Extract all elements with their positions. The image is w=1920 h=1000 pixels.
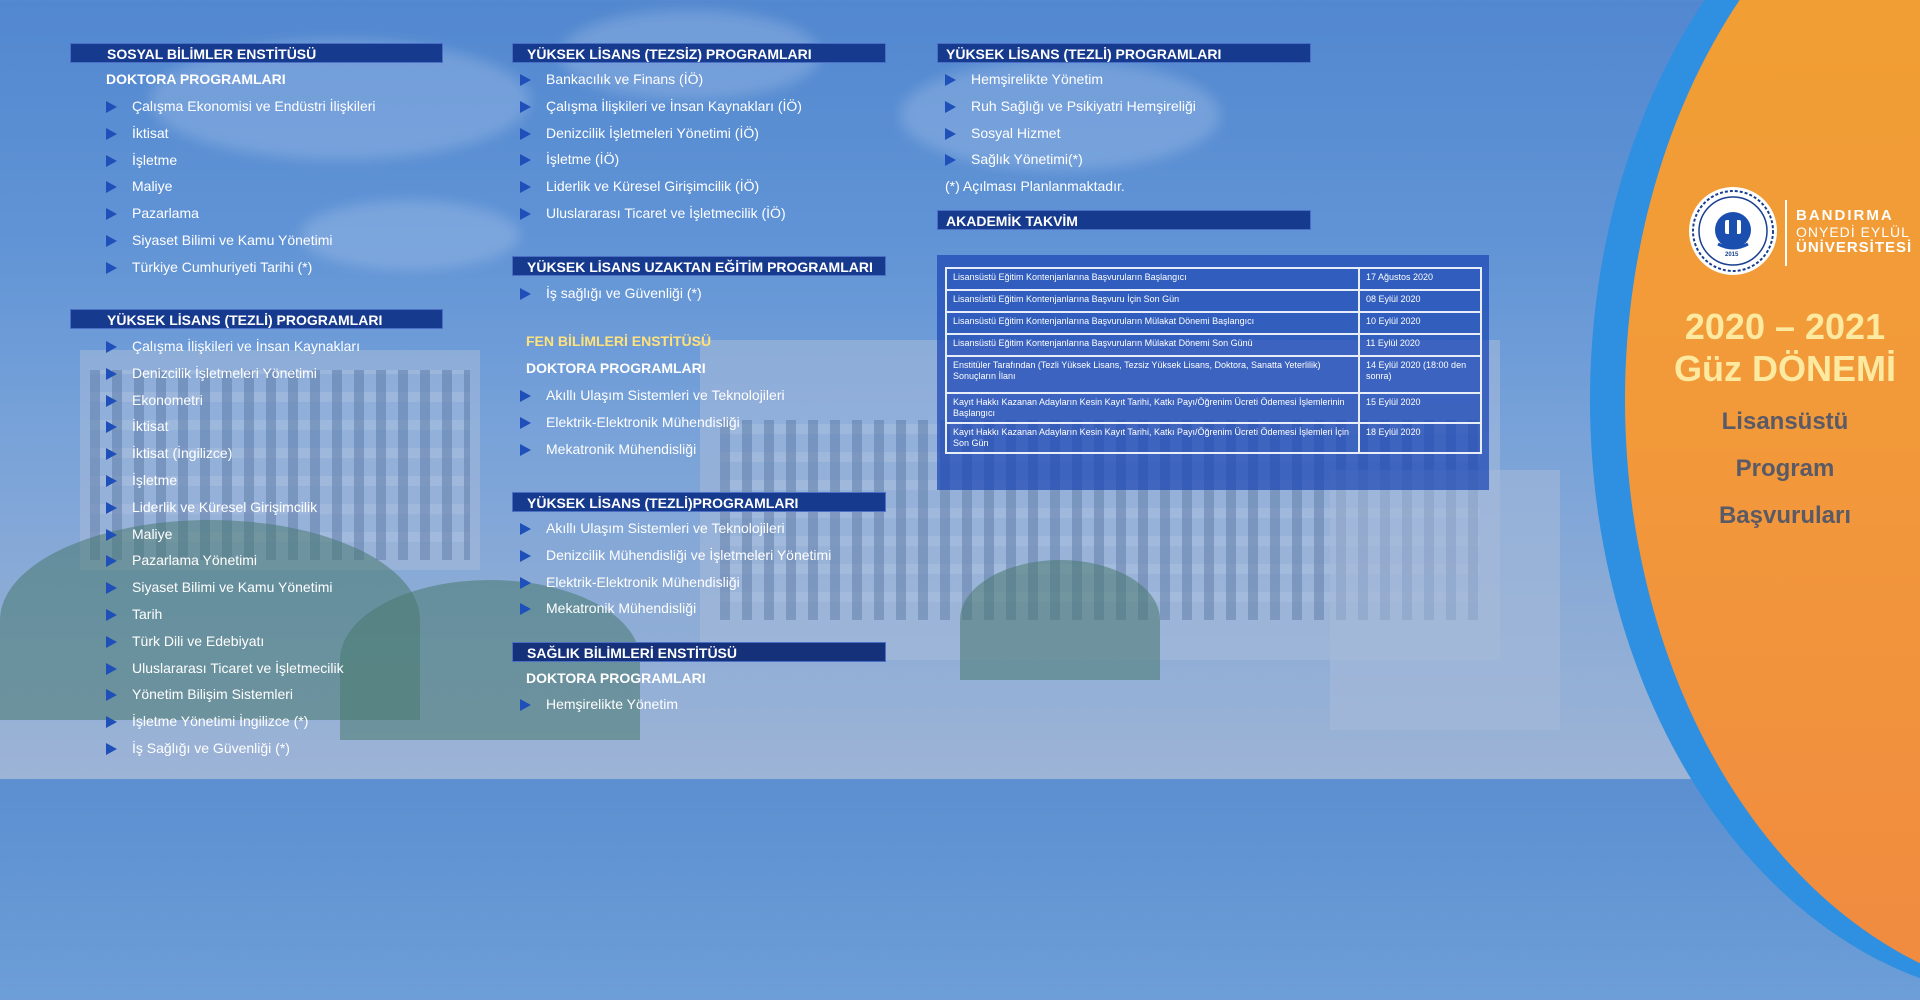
- program-item: [520, 280, 702, 307]
- program-item: [106, 521, 360, 548]
- program-label: Sosyal Hizmet: [971, 124, 1061, 141]
- program-item: [106, 173, 376, 200]
- hero-line1: Lisansüstü: [1721, 408, 1849, 435]
- program-item: [520, 200, 802, 227]
- program-label: Elektrik-Elektronik Mühendisliği: [546, 413, 740, 430]
- program-item: [945, 146, 1196, 173]
- program-label: Bankacılık ve Finans (İÖ): [546, 71, 704, 87]
- bullet-triangle-icon: [106, 529, 117, 541]
- program-label: Uluslararası Ticaret ve İşletmecilik (İÖ): [546, 204, 786, 221]
- bullet-triangle-icon: [520, 523, 531, 535]
- calendar-date: 11 Eylül 2020: [1359, 334, 1481, 356]
- saglik-yl-list: [945, 66, 1196, 173]
- calendar-row: [946, 334, 1481, 356]
- calendar-event: Lisansüstü Eğitim Kontenjanlarına Başvuruların Başlangıcı: [946, 268, 1359, 290]
- program-item: [106, 333, 360, 360]
- bullet-triangle-icon: [945, 101, 956, 113]
- program-label: Siyaset Bilimi ve Kamu Yönetimi: [132, 579, 333, 596]
- program-item: [945, 66, 1196, 93]
- program-label: Maliye: [132, 178, 173, 195]
- program-label: İş Sağlığı ve Güvenliği (*): [132, 739, 290, 756]
- bullet-triangle-icon: [520, 417, 531, 429]
- bullet-triangle-icon: [520, 603, 531, 615]
- seal-year: 2015: [1725, 252, 1739, 258]
- program-label: Denizcilik Mühendisliği ve İşletmeleri Yönetimi: [546, 546, 832, 563]
- seal-icon: [1688, 186, 1778, 276]
- program-label: Sağlık Yönetimi(*): [971, 151, 1083, 168]
- fen-doktora-list: [520, 382, 785, 462]
- bullet-triangle-icon: [106, 101, 117, 113]
- planned-note: (*) Açılması Planlanmaktadır.: [945, 178, 1125, 194]
- program-label: Liderlik ve Küresel Girişimcilik: [132, 498, 318, 515]
- bullet-triangle-icon: [520, 699, 531, 711]
- program-item: [520, 93, 802, 120]
- program-item: [520, 436, 785, 463]
- program-label: İktisat: [132, 124, 169, 141]
- bullet-triangle-icon: [520, 444, 531, 456]
- bullet-triangle-icon: [520, 101, 531, 113]
- bullet-triangle-icon: [106, 689, 117, 701]
- program-label: Liderlik ve Küresel Girişimcilik (İÖ): [546, 178, 760, 195]
- calendar-date: 17 Ağustos 2020: [1359, 268, 1481, 290]
- program-label: Uluslararası Ticaret ve İşletmecilik: [132, 659, 344, 676]
- bullet-triangle-icon: [520, 74, 531, 86]
- program-label: İşletme: [132, 471, 178, 488]
- hero-term: Güz DÖNEMİ: [1674, 348, 1896, 389]
- university-seal: [1688, 186, 1778, 276]
- bullet-triangle-icon: [106, 475, 117, 487]
- saglik-yl-header: YÜKSEK LİSANS (TEZLİ) PROGRAMLARI: [937, 43, 1311, 63]
- program-item: [945, 120, 1196, 147]
- program-item: [106, 494, 360, 521]
- tezsiz-header: YÜKSEK LİSANS (TEZSİZ) PROGRAMLARI: [512, 43, 886, 63]
- program-label: Mekatronik Mühendisliği: [546, 440, 697, 457]
- fen-block: [526, 328, 711, 382]
- program-item: [106, 655, 360, 682]
- program-item: [106, 147, 376, 174]
- bullet-triangle-icon: [520, 577, 531, 589]
- brand-line2: ONYEDİ EYLÜL: [1796, 224, 1910, 240]
- academic-calendar: [937, 255, 1489, 490]
- bullet-triangle-icon: [945, 74, 956, 86]
- program-label: İktisat: [132, 418, 169, 435]
- program-label: Siyaset Bilimi ve Kamu Yönetimi: [132, 231, 333, 248]
- calendar-date: 15 Eylül 2020: [1359, 393, 1481, 423]
- bullet-triangle-icon: [520, 390, 531, 402]
- hero-line2: Program: [1735, 455, 1835, 482]
- program-label: Pazarlama Yönetimi: [132, 552, 258, 569]
- program-item: [520, 173, 802, 200]
- calendar-event: Enstitüler Tarafından (Tezli Yüksek Lisans, Tezsiz Yüksek Lisans, Doktora, Sanatta Yeterlilik) Sonuçların İlanı: [946, 356, 1359, 393]
- calendar-event: Lisansüstü Eğitim Kontenjanlarına Başvuruların Mülakat Dönemi Son Günü: [946, 334, 1359, 356]
- program-label: Ruh Sağlığı ve Psikiyatri Hemşireliği: [971, 97, 1196, 114]
- bullet-triangle-icon: [520, 128, 531, 140]
- program-item: [520, 66, 802, 93]
- program-item: [106, 440, 360, 467]
- program-label: Akıllı Ulaşım Sistemleri ve Teknolojileri: [546, 387, 785, 403]
- program-label: Akıllı Ulaşım Sistemleri ve Teknolojileri: [546, 520, 785, 536]
- calendar-date: 14 Eylül 2020 (18:00 den sonra): [1359, 356, 1481, 393]
- program-item: [106, 467, 360, 494]
- program-item: [520, 120, 802, 147]
- bullet-triangle-icon: [106, 181, 117, 193]
- takvim-header: AKADEMİK TAKVİM: [937, 210, 1311, 230]
- saglik-header: SAĞLIK BİLİMLERİ ENSTİTÜSÜ: [512, 642, 886, 662]
- program-label: Tarih: [132, 605, 163, 622]
- program-label: Ekonometri: [132, 391, 203, 408]
- program-item: [106, 708, 360, 735]
- program-label: Türkiye Cumhuriyeti Tarihi (*): [132, 258, 313, 275]
- hero-line3: Başvuruları: [1718, 502, 1852, 529]
- bullet-triangle-icon: [106, 663, 117, 675]
- saglik-doktora-list: [520, 691, 678, 718]
- program-label: Pazarlama: [132, 205, 199, 222]
- program-item: [520, 515, 831, 542]
- program-item: [520, 409, 785, 436]
- bullet-triangle-icon: [945, 128, 956, 140]
- note-block: [945, 173, 1125, 200]
- program-label: Çalışma İlişkileri ve İnsan Kaynakları (İÖ): [546, 97, 802, 114]
- program-item: [520, 382, 785, 409]
- program-label: Maliye: [132, 525, 173, 542]
- program-label: Yönetim Bilişim Sistemleri: [132, 686, 294, 703]
- program-item: [106, 227, 376, 254]
- program-item: [106, 547, 360, 574]
- bullet-triangle-icon: [106, 235, 117, 247]
- program-item: [520, 542, 831, 569]
- bullet-triangle-icon: [106, 609, 117, 621]
- program-label: Elektrik-Elektronik Mühendisliği: [546, 573, 740, 590]
- brand-divider: [1785, 200, 1787, 266]
- doktora-title: DOKTORA PROGRAMLARI: [106, 71, 286, 87]
- calendar-row: [946, 423, 1481, 453]
- uzaktan-header: YÜKSEK LİSANS UZAKTAN EĞİTİM PROGRAMLARI: [512, 256, 886, 276]
- calendar-date: 08 Eylül 2020: [1359, 290, 1481, 312]
- program-label: Hemşirelikte Yönetim: [546, 696, 679, 712]
- calendar-date: 18 Eylül 2020: [1359, 423, 1481, 453]
- bullet-triangle-icon: [106, 448, 117, 460]
- program-item: [520, 146, 802, 173]
- saglik-block: [526, 665, 706, 692]
- sosyal-bilimler-header: SOSYAL BİLİMLER ENSTİTÜSÜ: [70, 43, 443, 63]
- calendar-event: Kayıt Hakkı Kazanan Adayların Kesin Kayıt Tarihi, Katkı Payı/Öğrenim Ücreti Ödemesi İşlemlerinin Başlangıcı: [946, 393, 1359, 423]
- bullet-triangle-icon: [106, 368, 117, 380]
- program-label: İş sağlığı ve Güvenliği (*): [546, 285, 702, 301]
- fen-yl-header: YÜKSEK LİSANS (TEZLİ)PROGRAMLARI: [512, 492, 886, 512]
- brand-name: [1796, 208, 1912, 256]
- saglik-doktora-title: DOKTORA PROGRAMLARI: [526, 670, 706, 686]
- fen-doktora-title: DOKTORA PROGRAMLARI: [526, 360, 706, 376]
- program-item: [106, 628, 360, 655]
- program-item: [106, 681, 360, 708]
- bullet-triangle-icon: [106, 155, 117, 167]
- bullet-triangle-icon: [106, 716, 117, 728]
- sosyal-doktora-block: [106, 66, 376, 281]
- bullet-triangle-icon: [106, 555, 117, 567]
- calendar-row: [946, 393, 1481, 423]
- program-item: [106, 254, 376, 281]
- bullet-triangle-icon: [945, 154, 956, 166]
- bullet-triangle-icon: [106, 421, 117, 433]
- program-item: [520, 691, 678, 718]
- calendar-event: Lisansüstü Eğitim Kontenjanlarına Başvuru İçin Son Gün: [946, 290, 1359, 312]
- program-label: Çalışma İlişkileri ve İnsan Kaynakları: [132, 338, 360, 354]
- program-label: Türk Dili ve Edebiyatı: [132, 632, 265, 649]
- sosyal-yl-header: YÜKSEK LİSANS (TEZLİ) PROGRAMLARI: [70, 309, 443, 329]
- program-item: [106, 360, 360, 387]
- bullet-triangle-icon: [520, 288, 531, 300]
- tezsiz-list: [520, 66, 802, 227]
- calendar-row: [946, 268, 1481, 290]
- program-label: Denizcilik İşletmeleri Yönetimi (İÖ): [546, 124, 759, 141]
- program-label: Hemşirelikte Yönetim: [971, 71, 1104, 87]
- bullet-triangle-icon: [520, 154, 531, 166]
- program-item: [106, 735, 360, 762]
- bullet-triangle-icon: [106, 743, 117, 755]
- program-item: [520, 569, 831, 596]
- sosyal-yl-list: [106, 333, 360, 762]
- bullet-triangle-icon: [520, 550, 531, 562]
- program-item: [106, 387, 360, 414]
- hero-years: 2020 – 2021: [1684, 306, 1886, 347]
- bullet-triangle-icon: [106, 208, 117, 220]
- calendar-row: [946, 290, 1481, 312]
- program-label: Çalışma Ekonomisi ve Endüstri İlişkileri: [132, 98, 376, 114]
- program-item: [106, 120, 376, 147]
- program-label: Denizcilik İşletmeleri Yönetimi: [132, 364, 317, 381]
- bullet-triangle-icon: [106, 262, 117, 274]
- program-label: Mekatronik Mühendisliği: [546, 600, 697, 617]
- calendar-event: Lisansüstü Eğitim Kontenjanlarına Başvuruların Mülakat Dönemi Başlangıcı: [946, 312, 1359, 334]
- fen-yl-list: [520, 515, 831, 622]
- calendar-event: Kayıt Hakkı Kazanan Adayların Kesin Kayıt Tarihi, Katkı Payı/Öğrenim Ücreti Ödemesi İşlemleri İçin Son Gün: [946, 423, 1359, 453]
- program-item: [106, 93, 376, 120]
- brand-line1: BANDIRMA: [1796, 207, 1894, 224]
- bullet-triangle-icon: [520, 181, 531, 193]
- bullet-triangle-icon: [106, 341, 117, 353]
- program-label: İktisat (İngilizce): [132, 445, 233, 462]
- bullet-triangle-icon: [106, 395, 117, 407]
- program-item: [106, 574, 360, 601]
- fen-title: FEN BİLİMLERİ ENSTİTÜSÜ: [526, 333, 712, 349]
- program-item: [106, 601, 360, 628]
- calendar-row: [946, 356, 1481, 393]
- bullet-triangle-icon: [520, 208, 531, 220]
- program-item: [106, 200, 376, 227]
- program-item: [945, 93, 1196, 120]
- bullet-triangle-icon: [106, 502, 117, 514]
- program-item: [106, 413, 360, 440]
- program-label: İşletme: [132, 151, 178, 168]
- uzaktan-list: [520, 280, 702, 307]
- bullet-triangle-icon: [106, 582, 117, 594]
- brand-line3: ÜNİVERSİTESİ: [1796, 239, 1913, 256]
- program-item: [520, 595, 831, 622]
- calendar-table: [945, 267, 1482, 454]
- calendar-date: 10 Eylül 2020: [1359, 312, 1481, 334]
- bullet-triangle-icon: [106, 128, 117, 140]
- program-label: İşletme Yönetimi İngilizce (*): [132, 713, 309, 730]
- bullet-triangle-icon: [106, 636, 117, 648]
- calendar-row: [946, 312, 1481, 334]
- program-label: İşletme (İÖ): [546, 151, 620, 168]
